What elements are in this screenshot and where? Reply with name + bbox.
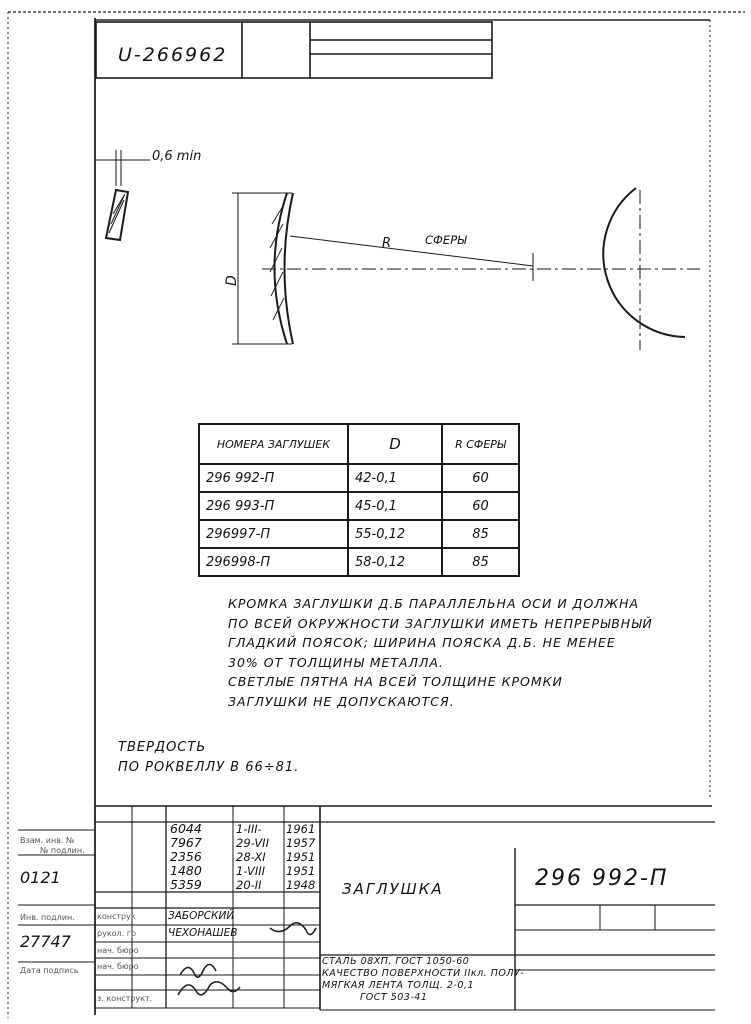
side-number: 0121: [20, 868, 61, 887]
material-spec: [322, 956, 524, 1004]
row-radius: 60: [442, 464, 519, 492]
table-row: [199, 548, 519, 576]
technical-notes: [228, 594, 688, 711]
side-label: Дата подпись: [20, 966, 79, 975]
revision-date: 20-II: [236, 878, 262, 892]
revision-year: 1961: [286, 822, 316, 836]
revision-dates: [236, 822, 269, 892]
revision-number: 2356: [170, 849, 202, 864]
revision-date: 1-III-: [236, 822, 262, 836]
note-line: ЗАГЛУШКИ НЕ ДОПУСКАЮТСЯ.: [228, 693, 455, 709]
table-row: [199, 464, 519, 492]
material-line: СТАЛЬ 08ХП. ГОСТ 1050-60: [322, 956, 470, 967]
row-radius: 60: [442, 492, 519, 520]
signer-name: ЧЕХОНАШЕВ: [168, 927, 238, 939]
row-number: 296 993-П: [199, 492, 348, 520]
row-diameter: 42-0,1: [348, 464, 442, 492]
side-number: 27747: [20, 932, 71, 951]
note-line: ПО ВСЕЙ ОКРУЖНОСТИ ЗАГЛУШКИ ИМЕТЬ НЕПРЕРЫВНЫЙ: [228, 615, 653, 631]
hardness-line: ПО РОКВЕЛЛУ В 66÷81.: [118, 760, 300, 775]
row-number: 296998-П: [199, 548, 348, 576]
role-label: нач. бюро: [97, 962, 139, 971]
row-radius: 85: [442, 548, 519, 576]
row-radius: 85: [442, 520, 519, 548]
part-name: ЗАГЛУШКА: [342, 880, 444, 898]
role-label: нач. бюро: [97, 946, 139, 955]
hardness-note: [118, 738, 299, 778]
note-line: КРОМКА ЗАГЛУШКИ Д.Б ПАРАЛЛЕЛЬНА ОСИ И ДОЛЖНА: [228, 596, 640, 611]
revision-years: [286, 822, 315, 892]
spec-table-header: [199, 424, 519, 464]
revision-number: 7967: [170, 835, 202, 850]
material-line: МЯГКАЯ ЛЕНТА ТОЛЩ. 2-0,1: [322, 980, 474, 991]
side-label: № подлин.: [40, 846, 85, 855]
table-row: [199, 492, 519, 520]
lens-section: [232, 193, 700, 344]
diameter-label: D: [224, 275, 240, 286]
spec-table: [198, 423, 520, 577]
revision-number: 6044: [170, 821, 202, 836]
row-number: 296 992-П: [199, 464, 348, 492]
revision-year: 1951: [286, 864, 316, 878]
section-profile: [96, 150, 150, 240]
header-diameter: D: [348, 424, 442, 464]
note-line: СВЕТЛЫЕ ПЯТНА НА ВСЕЙ ТОЛЩИНЕ КРОМКИ: [228, 674, 563, 689]
hardness-line: ТВЕРДОСТЬ: [118, 740, 207, 755]
role-label: рукол. гр: [97, 929, 137, 938]
header-radius: R СФЕРЫ: [442, 424, 519, 464]
signer-name: ЗАБОРСКИЙ: [168, 910, 235, 922]
row-diameter: 58-0,12: [348, 548, 442, 576]
radius-label: R: [382, 236, 392, 251]
row-number: 296997-П: [199, 520, 348, 548]
role-label: з. конструкт.: [97, 994, 153, 1003]
thickness-label: 0,6 min: [152, 149, 202, 164]
note-line: ГЛАДКИЙ ПОЯСОК; ШИРИНА ПОЯСКА Д.Б. НЕ МЕНЕЕ: [228, 635, 616, 650]
material-line: ГОСТ 503-41: [360, 992, 428, 1003]
role-label: конструк: [97, 912, 136, 921]
revision-year: 1948: [286, 878, 316, 892]
revision-number: 1480: [170, 863, 202, 878]
revision-date: 28-XI: [236, 850, 266, 864]
revision-date: 1-VIII: [236, 864, 266, 878]
sphere-label: СФЕРЫ: [425, 233, 467, 247]
material-line: КАЧЕСТВО ПОВЕРХНОСТИ IIкл. ПОЛУ-: [322, 968, 525, 979]
revision-year: 1957: [286, 836, 316, 850]
document-code: U-266962: [118, 44, 228, 66]
revision-year: 1951: [286, 850, 316, 864]
side-label: Взам. инв. №: [20, 836, 75, 845]
table-row: [199, 520, 519, 548]
side-label: Инв. подлин.: [20, 913, 75, 922]
revision-number: 5359: [170, 877, 202, 892]
row-diameter: 45-0,1: [348, 492, 442, 520]
part-number: 296 992-П: [535, 866, 669, 891]
revision-date: 29-VII: [236, 836, 269, 850]
revision-numbers: [170, 822, 202, 892]
header-numbers: НОМЕРА ЗАГЛУШЕК: [199, 424, 348, 464]
row-diameter: 55-0,12: [348, 520, 442, 548]
note-line: 30% ОТ ТОЛЩИНЫ МЕТАЛЛА.: [228, 654, 444, 670]
